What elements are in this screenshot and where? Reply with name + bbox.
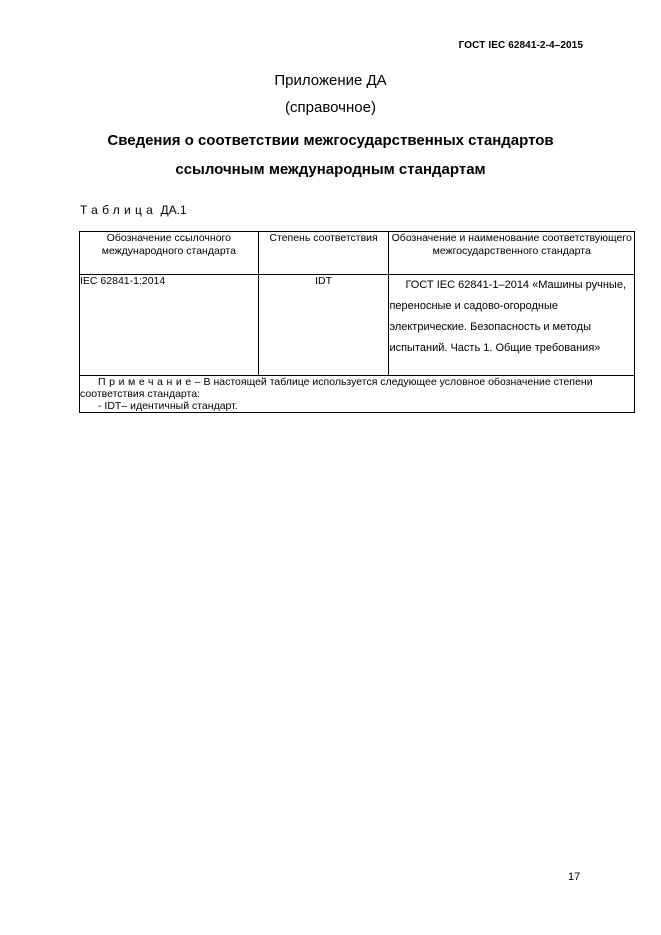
column-header-degree: Степень соответствия bbox=[258, 232, 389, 275]
table-caption bbox=[80, 203, 187, 217]
table-note-row bbox=[80, 376, 635, 413]
appendix-title: Приложение ДА bbox=[274, 72, 387, 89]
column-header-interstate: Обозначение и наименование соответствующего межгосударственного стандарта bbox=[389, 232, 635, 275]
table-header-row bbox=[80, 232, 635, 275]
cell-degree: IDT bbox=[258, 275, 389, 376]
cell-reference-standard: IEC 62841-1:2014 bbox=[80, 275, 259, 376]
note-item: - IDT– идентичный стандарт. bbox=[98, 400, 238, 412]
note-text-line bbox=[80, 376, 634, 400]
table-caption-label: Таблица bbox=[80, 203, 158, 217]
correspondence-table bbox=[79, 231, 635, 413]
appendix-subtitle: (справочное) bbox=[285, 99, 376, 116]
appendix-heading bbox=[0, 126, 661, 184]
appendix-heading-line-1: Сведения о соответствии межгосударственных стандартов bbox=[107, 132, 554, 149]
table-row bbox=[80, 275, 635, 376]
note-label: Примечание bbox=[98, 376, 195, 388]
appendix-heading-line-2: ссылочным международным стандартам bbox=[175, 161, 486, 178]
table-note bbox=[80, 376, 635, 413]
column-header-reference: Обозначение ссылочного международного стандарта bbox=[80, 232, 259, 275]
note-text: – В настоящей таблице используется следующее условное обозначение степени соответствия стандарта: bbox=[80, 376, 593, 400]
document-code: ГОСТ IEC 62841-2-4–2015 bbox=[458, 40, 583, 51]
page-number: 17 bbox=[568, 871, 581, 883]
cell-interstate-standard: ГОСТ IEC 62841-1–2014 «Машины ручные, переносные и садово-огородные электрические. Безопасность и методы испытаний. Часть 1. Общие требования» bbox=[389, 275, 635, 376]
table-caption-number: ДА.1 bbox=[160, 203, 187, 217]
